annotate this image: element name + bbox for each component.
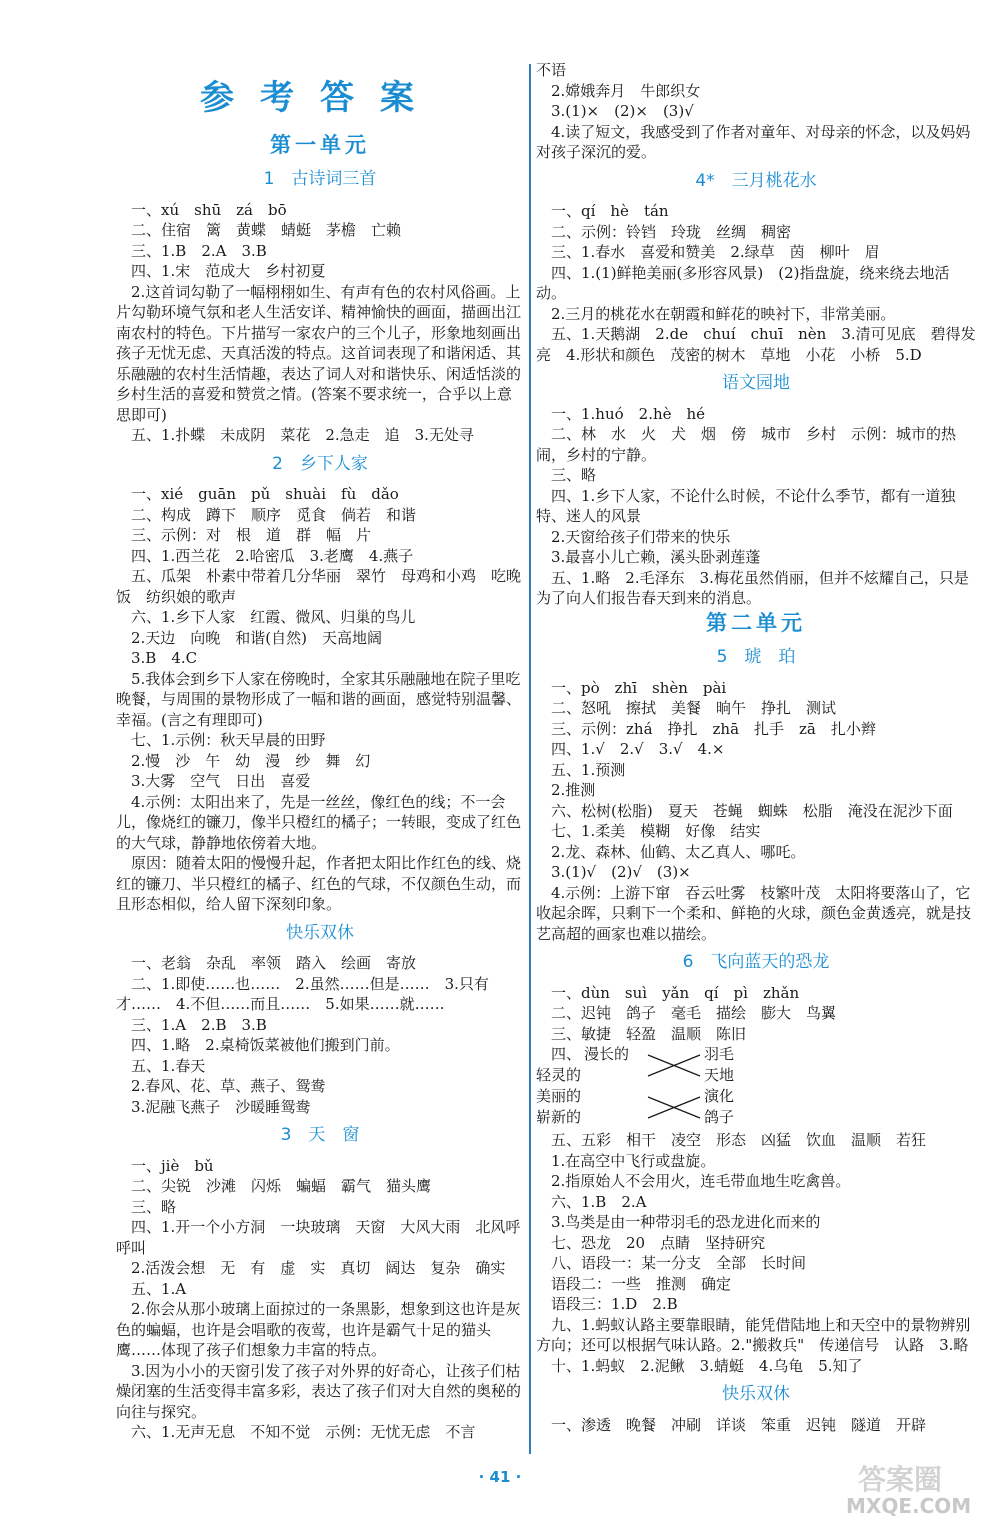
answer-line: 原因：随着太阳的慢慢升起，作者把太阳比作红色的线、烧红的镰刀、半只橙红的橘子、红色的气球，不仅颜色生动，而且形态相似，给人留下深刻印象。 [116,854,522,913]
answer-line: 二、尖锐 沙滩 闪烁 蝙蝠 霸气 猫头鹰 [116,1177,432,1195]
answer-line: 五、1.预测 [536,760,626,779]
answer-line: 二、住宿 篱 黄蝶 蜻蜓 茅檐 亡赖 [116,221,402,239]
answer-line: 四、1.开一个小方洞 一块玻璃 天窗 大风大雨 北风呼呼叫 [116,1218,521,1257]
answer-line: 三、1.春水 喜爱和赞美 2.绿草 茵 柳叶 眉 [536,243,880,261]
answer-line: 七、1.示例：秋天早晨的田野 [116,731,326,749]
answer-line: 2.推测 [536,781,596,799]
column-divider [529,64,531,1454]
answer-line: 二、1.即使……也…… 2.虽然……但是…… 3.只有才…… 4.不但……而且…… 5.如果……就…… [116,974,489,1013]
answer-line: 2.这首词勾勒了一幅栩栩如生、有声有色的农村风俗画。上片勾勒环境气氛和老人生活安详、精神愉快的画面，描画出江南农村的特色。下片描写一家农户的三个儿子，形象地刻画出孩子无忧无虑、天真活泼的特点。这首词表现了和谐闲适、其乐融融的农村生活情趣，表达了词人对和谐快乐、闲适恬淡的乡村生活的喜爱和赞赏之情。(答案不要求统一，合乎以上意思即可) [116,282,522,424]
answer-line: 1.在高空中飞行或盘旋。 [536,1151,716,1170]
lesson-heading: 快乐双休 [722,1384,790,1404]
unit-heading: 第一单元 [270,132,370,157]
answer-line: 二、示例：铃铛 玲珑 丝绸 稠密 [536,222,792,241]
answer-line: 五、1.略 2.毛泽东 3.梅花虽然俏丽，但并不炫耀自己，只是为了向人们报告春天到来的消息。 [536,568,969,607]
answer-line: 一、xié guān pǔ shuài fù dǎo [116,485,399,503]
answer-line: 2.指原始人不会用火，连毛带血地生吃禽兽。 [536,1172,851,1190]
answer-line: 九、1.蚂蚁认路主要靠眼睛，能凭借陆地上和天空中的景物辨别方向；还可以根据气味认路。2."搬救兵" 传递信号 认路 3.略 [536,1315,971,1354]
answer-line: 2.春风、花、草、燕子、鸳鸯 [116,1077,326,1095]
answer-line: 一、渗透 晚餐 冲刷 详谈 笨重 迟钝 隧道 开辟 [536,1415,927,1434]
answer-line: 3.(1)× (2)× (3)√ [536,102,694,120]
lesson-heading: 1 古诗词三首 [263,169,377,189]
answer-line: 一、qí hè tán [536,202,669,220]
answer-line: 4.示例：太阳出来了，先是一丝丝，像红色的线；不一会儿，像烧红的镰刀，像半只橙红的橘子；一转眼，变成了红色的大气球，静静地依傍着大地。 [116,792,522,852]
unit-heading: 第二单元 [706,610,806,635]
answer-line: 五、五彩 相干 凌空 形态 凶猛 饮血 温顺 若狂 [536,1131,927,1149]
lesson-heading: 5 琥 珀 [716,647,796,667]
matching-lines [646,1044,702,1128]
watermark-url: MXQE.COM [846,1494,972,1518]
answer-line: 四、1.(1)鲜艳美丽(多形容风景) (2)指盘旋，绕来绕去地活动。 [536,263,950,302]
answer-line: 四、1.西兰花 2.哈密瓜 3.老鹰 4.燕子 [116,546,414,565]
answer-line: 二、林 水 火 犬 烟 傍 城市 乡村 示例：城市的热闹，乡村的宁静。 [536,425,957,464]
answer-line: 一、pò zhī shèn pài [536,678,727,697]
answer-line: 三、敏捷 轻盈 温顺 陈旧 [536,1024,747,1043]
answer-line: 3.B 4.C [116,649,198,667]
watermark-logo-text: 答案圈 [858,1463,943,1496]
answer-line: 2.龙、森林、仙鹤、太乙真人、哪吒。 [536,842,806,861]
answer-line: 七、1.柔美 模糊 好像 结实 [536,822,761,840]
answer-line: 三、略 [116,1197,177,1216]
answer-line: 一、jiè bǔ [116,1156,214,1175]
answer-line: 三、略 [536,466,597,484]
answer-line: 语段三：1.D 2.B [536,1295,678,1313]
matching-right-item: 羽毛 [704,1045,735,1063]
matching-right-item: 天地 [704,1066,735,1084]
answer-line: 五、1.春天 [116,1056,206,1075]
matching-left-item: 崭新的 [536,1108,582,1126]
answer-line: 2.慢 沙 午 幼 漫 纱 舞 幻 [116,751,371,770]
lesson-heading: 语文园地 [722,373,790,393]
page-title: 参考答案 [200,78,440,118]
answer-line: 三、1.A 2.B 3.B [116,1015,267,1034]
answer-line: 六、1.乡下人家 红霞、微风、归巢的鸟儿 [116,608,416,626]
matching-right-item: 鸽子 [704,1108,735,1126]
page-number: · 41 · [478,1468,522,1486]
matching-label: 四、 [536,1045,582,1063]
answer-line: 四、1.略 2.桌椅饭菜被他们搬到门前。 [116,1036,400,1054]
answer-line: 2.嫦娥奔月 牛郎织女 [536,81,701,100]
right-column [536,60,976,1435]
answer-line: 五、1.扑蝶 未成阴 菜花 2.急走 追 3.无处寻 [116,426,474,444]
answer-line: 五、1.A [116,1279,187,1298]
answer-line: 一、dùn suì yǎn qí pì zhǎn [536,983,800,1002]
answer-line: 2.三月的桃花水在朝霞和鲜花的映衬下，非常美丽。 [536,304,896,323]
answer-line: 六、1.B 2.A [536,1192,647,1211]
answer-line: 二、怒吼 擦拭 美餐 晌午 挣扎 测试 [536,699,837,717]
answer-line: 2.天边 向晚 和谐(自然) 天高地阔 [116,628,383,647]
lesson-heading: 3 天 窗 [280,1125,360,1145]
answer-line: 3.大雾 空气 日出 喜爱 [116,772,311,790]
answer-line: 七、恐龙 20 点睛 坚持研究 [536,1233,766,1252]
lesson-heading: 6 飞向蓝天的恐龙 [682,952,830,972]
answer-line: 五、1.天鹅湖 2.de chuí chuī nèn 3.清可见底 碧得发亮 4.形状和颜色 茂密的树木 草地 小花 小桥 5.D [536,325,976,364]
answer-line: 一、老翁 杂乱 率领 踏入 绘画 寄放 [116,954,417,972]
answer-line: 二、构成 蹲下 顺序 觅食 倘若 和谐 [116,505,417,524]
answer-line: 2.你会从那小玻璃上面掠过的一条黑影，想象到这也许是灰色的蝙蝠，也许是会唱歌的夜莺，也许是霸气十足的猫头鹰……体现了孩子们想象力丰富的特点。 [116,1300,521,1359]
answer-line: 3.因为小小的天窗引发了孩子对外界的好奇心，让孩子们枯燥闭塞的生活变得丰富多彩，表达了孩子们对大自然的奥秘的向往与探究。 [116,1361,522,1421]
answer-line: 4.示例：上游下窜 吞云吐雾 枝繁叶茂 太阳将要落山了，它收起余晖，只剩下一个柔和、鲜艳的火球，颜色金黄透亮，就是技艺高超的画家也难以描绘。 [536,883,972,943]
answer-line: 四、1.√ 2.√ 3.√ 4.× [536,740,725,758]
left-column [116,60,524,1443]
answer-line: 5.我体会到乡下人家在傍晚时，全家其乐融融地在院子里吃晚餐，与周围的景物形成了一幅和谐的画面，感觉特别温馨、幸福。(言之有理即可) [116,669,522,729]
answer-line: 4.读了短文，我感受到了作者对童年、对母亲的怀念，以及妈妈对孩子深沉的爱。 [536,122,971,161]
answer-line: 八、语段一：某一分支 全部 长时间 [536,1254,807,1272]
answer-line: 3.最喜小儿亡赖，溪头卧剥莲蓬 [536,548,761,566]
answer-line: 三、1.B 2.A 3.B [116,241,267,260]
matching-exercise [536,1044,976,1128]
answer-line: 四、1.宋 范成大 乡村初夏 [116,262,326,280]
answer-line: 二、迟钝 鸽子 毫毛 描绘 膨大 鸟翼 [536,1004,837,1022]
answer-line: 六、松树(松脂) 夏天 苍蝇 蜘蛛 松脂 淹没在泥沙下面 [536,801,953,820]
lesson-heading: 4* 三月桃花水 [695,170,817,191]
answer-line: 四、1.乡下人家，不论什么时候，不论什么季节，都有一道独特、迷人的风景 [536,486,956,525]
answer-line: 三、示例：对 根 道 群 幅 片 [116,526,372,544]
matching-left-item: 美丽的 [536,1087,582,1105]
matching-right-item: 演化 [704,1087,735,1105]
answer-line: 3.鸟类是由一种带羽毛的恐龙进化而来的 [536,1213,821,1231]
answer-line: 语段二：一些 推测 确定 [536,1274,732,1293]
answer-line: 一、1.huó 2.hè hé [536,404,706,423]
answer-line: 3.泥融飞燕子 沙暖睡鸳鸯 [116,1097,311,1116]
lesson-heading: 快乐双休 [286,922,354,943]
answer-line: 一、xú shū zá bō [116,200,287,219]
watermark-logo [838,1458,994,1526]
matching-left-item: 轻灵的 [536,1066,582,1084]
answer-line: 三、示例：zhá 挣扎 zhā 扎手 zā 扎小辫 [536,719,876,738]
answer-line: 3.(1)√ (2)√ (3)× [536,863,691,881]
answer-line: 不语 [536,61,567,79]
answer-line: 2.活泼会想 无 有 虚 实 真切 阔达 复杂 确实 [116,1259,506,1277]
answer-line: 六、1.无声无息 不知不觉 示例：无忧无虑 不言 [116,1423,476,1441]
answer-line: 2.天窗给孩子们带来的快乐 [536,527,731,546]
lesson-heading: 2 乡下人家 [272,453,368,474]
matching-left-item: 漫长的 [584,1045,630,1063]
answer-line: 十、1.蚂蚁 2.泥鳅 3.蜻蜓 4.乌龟 5.知了 [536,1356,863,1375]
answer-line: 五、瓜架 朴素中带着几分华丽 翠竹 母鸡和小鸡 吃晚饭 纺织娘的歌声 [116,567,522,606]
